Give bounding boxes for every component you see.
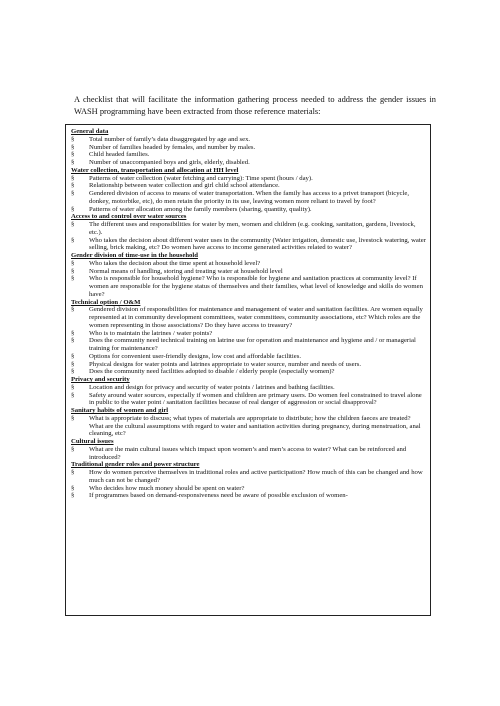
checklist-item-text: Gendered division of access to means of water transportation. When the family has access to a privet transport (bicycle, donkey, motorbike, etc), do men retain the priority in its use, leaving women more reliant to travel by foot? (89, 190, 410, 205)
section-bullet-icon: § (71, 267, 75, 275)
section-bullet-icon: § (71, 143, 75, 151)
checklist-item-text: Who takes the decision about the time spent at household level? (89, 259, 261, 267)
section-bullet-icon: § (71, 337, 75, 345)
checklist-item (71, 368, 426, 376)
section-bullet-icon: § (71, 236, 75, 244)
checklist-item-text: Patterns of water collection (water fetching and carrying): Time spent (hours / day). (89, 174, 313, 182)
section-bullet-icon: § (71, 360, 75, 368)
section-bullet-icon: § (71, 445, 75, 453)
section-bullet-icon: § (71, 492, 75, 500)
checklist-item-text: What is appropriate to discuss; what types of materials are appropriate to distribute; how the children faeces are treated? What are the cultural assumptions with regard to water and sanitation activities during pregnancy, during menstruation, anal cleaning, etc? (89, 414, 421, 438)
checklist-item-text: Options for convenient user-friendly designs, low cost and affordable facilities. (89, 352, 302, 360)
checklist-item-text: Patterns of water allocation among the family members (sharing, quantity, quality). (89, 205, 312, 213)
checklist-item (71, 144, 426, 152)
checklist-item-text: How do women perceive themselves in traditional roles and active participation? How much of this can be changed and how much can not be changed? (89, 469, 423, 484)
checklist-item (71, 337, 426, 353)
section-title: General data (71, 128, 109, 135)
checklist-item-text: Child headed families. (89, 151, 150, 159)
section-title: Cultural issues (71, 438, 114, 445)
section-bullet-icon: § (71, 159, 75, 166)
checklist-item (71, 384, 426, 392)
checklist-item (71, 361, 426, 369)
checklist-item (71, 237, 426, 253)
section-bullet-icon: § (71, 352, 75, 360)
checklist-item (71, 260, 426, 268)
checklist-item-text: Who is to maintain the latrines / water points? (89, 329, 213, 337)
checklist-item-text: The different uses and responsibilities for water by men, women and children (e.g. cooking, sanitation, gardens, livestock, etc.). (89, 221, 416, 236)
checklist-item (71, 159, 426, 167)
checklist-item (71, 206, 426, 214)
checklist-item-text: Does the community need facilities adopted to disable / elderly people (especially women)? (89, 368, 335, 376)
section-bullet-icon: § (71, 469, 75, 476)
section-bullet-icon: § (71, 182, 75, 190)
checklist-item-text: Number of families headed by females, and number by males. (89, 143, 256, 151)
section-title: Access to and control over water sources (71, 213, 187, 221)
checklist-item-text: Who takes the decision about different water uses in the community (Water irrigation, domestic use, livestock watering, water selling, brick making, etc? Do women have access to income generated activities related to water? (89, 236, 426, 252)
checklist-item (71, 151, 426, 159)
checklist-item-text: If programmes based on demand-responsiveness need be aware of possible exclusion of women- (89, 492, 348, 500)
checklist-item-text: Relationship between water collection and girl child school attendance. (89, 182, 280, 190)
checklist-item (71, 175, 426, 183)
checklist-item (71, 330, 426, 338)
checklist-item (71, 392, 426, 408)
checklist-item-text: Does the community need technical training on latrine use for operation and maintenance and hygiene and / or managerial training for maintenance? (89, 337, 416, 352)
section-bullet-icon: § (71, 414, 75, 422)
section-bullet-icon: § (71, 391, 75, 399)
checklist-item-text: Who is responsible for household hygiene? Who is responsible for hygiene and sanitation practices at community level? If women are responsible for the hygiene status of themselves and their families, what level of knowledge and skills do women have? (89, 275, 423, 298)
section-title: Sanitary habits of women and girl (71, 407, 169, 414)
checklist-item (71, 136, 426, 144)
checklist-item (71, 446, 426, 462)
checklist-item-text: Number of unaccompanied boys and girls, elderly, disabled. (89, 159, 250, 166)
checklist-item (71, 469, 426, 485)
section-bullet-icon: § (71, 174, 75, 182)
checklist-item (71, 415, 426, 438)
checklist-item-text: Total number of family’s data disaggregated by age and sex. (89, 135, 251, 143)
checklist-item-text: Safety around water sources, especially if women and children are primary users. Do women feel constrained to travel alone in public to the water point / sanitation facilities because of real danger of aggression or social disapproval? (89, 391, 422, 407)
checklist-item (71, 353, 426, 361)
checklist-item-text: Location and design for privacy and security of water points / latrines and bathing facilities. (89, 383, 335, 391)
section-bullet-icon: § (71, 151, 75, 159)
section-bullet-icon: § (71, 221, 75, 228)
checklist-item-text: Normal means of handling, storing and treating water at household level (89, 267, 283, 275)
checklist-item (71, 306, 426, 329)
checklist-item (71, 190, 426, 206)
section-bullet-icon: § (71, 306, 75, 314)
intro-paragraph: A checklist that will facilitate the information gathering process needed to address the gender issues in WASH programming have been extracted from those reference materials: (74, 95, 436, 116)
checklist-item (71, 221, 426, 237)
checklist-item (71, 485, 426, 493)
section-bullet-icon: § (71, 205, 75, 213)
section-bullet-icon: § (71, 383, 75, 391)
section-title: Privacy and security (71, 376, 130, 383)
section-bullet-icon: § (71, 135, 75, 143)
checklist-item-text: What are the main cultural issues which impact upon women’s and men’s access to water? What can be reinforced and introduced? (89, 445, 407, 461)
checklist-item (71, 268, 426, 276)
section-title: Traditional gender roles and power structure (71, 461, 200, 469)
section-title: Technical option / O&M (71, 298, 141, 306)
checklist-item (71, 182, 426, 190)
section-bullet-icon: § (71, 190, 75, 197)
checklist-box (65, 124, 431, 616)
checklist-item-text: Gendered division of responsibilities for maintenance and management of water and sanitation facilities. Are women equally represented at in community development committees, water committees, community associations, etc? Which roles are the women representing in those associations? Do they have access to treasury? (89, 306, 423, 329)
section-title: Water collection, transportation and allocation at HH level (71, 166, 239, 174)
checklist-item-text: Physical designs for water points and latrines appropriate to water source, number and needs of users. (89, 360, 362, 368)
section-bullet-icon: § (71, 275, 75, 283)
section-bullet-icon: § (71, 368, 75, 376)
section-bullet-icon: § (71, 484, 75, 492)
checklist-item (71, 492, 426, 500)
section-bullet-icon: § (71, 259, 75, 267)
section-title: Gender division of time-use in the household (71, 252, 198, 259)
checklist-item (71, 275, 426, 298)
checklist-item-text: Who decides how much money should be spent on water? (89, 484, 245, 492)
section-bullet-icon: § (71, 329, 75, 337)
